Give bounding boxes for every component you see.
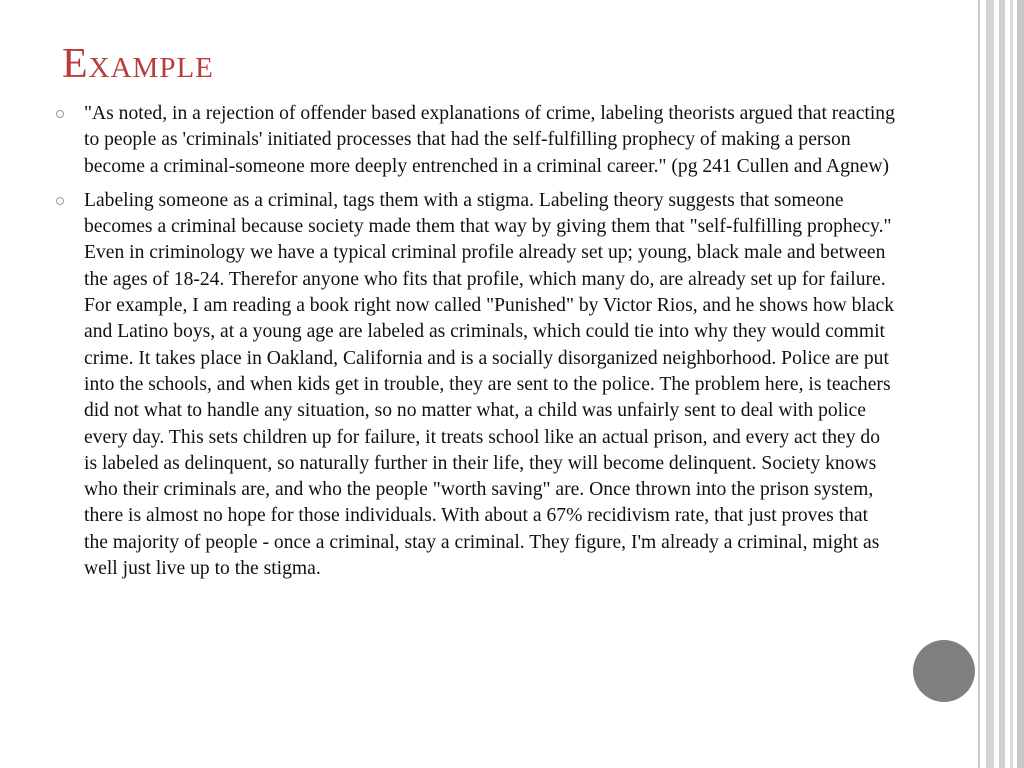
navigation-circle-icon[interactable] [913, 640, 975, 702]
decorative-rail [999, 0, 1005, 768]
slide-title: Example [62, 41, 214, 87]
hollow-circle-bullet-icon [56, 110, 64, 118]
decorative-rail [1017, 0, 1024, 768]
bullet-item-discussion [56, 188, 896, 582]
hollow-circle-bullet-icon [56, 197, 64, 205]
bullet-list [56, 101, 896, 590]
bullet-text: Labeling someone as a criminal, tags them with a stigma. Labeling theory suggests that someone becomes a criminal because society made them that way by giving them that "self-fulfilling prophecy." Even in criminology we have a typical criminal profile already set up; young, black male and between the ages of 18-24. Therefor anyone who fits that profile, which many do, are already set up for failure. For example, I am reading a book right now called "Punished" by Victor Rios, and he shows how black and Latino boys, at a young age are labeled as criminals, which could tie into why they would commit crime. It takes place in Oakland, California and is a socially disorganized neighborhood. Police are put into the schools, and when kids get in trouble, they are sent to the police. The problem here, is teachers did not what to handle any situation, so no matter what, a child was unfairly sent to deal with police every day. This sets children up for failure, it treats school like an actual prison, and every act they do is labeled as delinquent, so naturally further in their life, they will become delinquent. Society knows who their criminals are, and who the people "worth saving" are. Once thrown into the prison system, there is almost no hope for those individuals. With about a 67% recidivism rate, that just proves that the majority of people - once a criminal, stay a criminal. They figure, I'm already a criminal, might as well just live up to the stigma. [84, 189, 895, 580]
bullet-text: "As noted, in a rejection of offender based explanations of crime, labeling theorists argued that reacting to people as 'criminals' initiated processes that had the self-fulfilling prophecy of making a person become a criminal-someone more deeply entrenched in a criminal career." (pg 241 Cullen and Agnew) [84, 103, 895, 177]
decorative-rail [978, 0, 980, 768]
decorative-rail [1010, 0, 1013, 768]
decorative-rail [986, 0, 994, 768]
bullet-item-quote [56, 101, 896, 180]
